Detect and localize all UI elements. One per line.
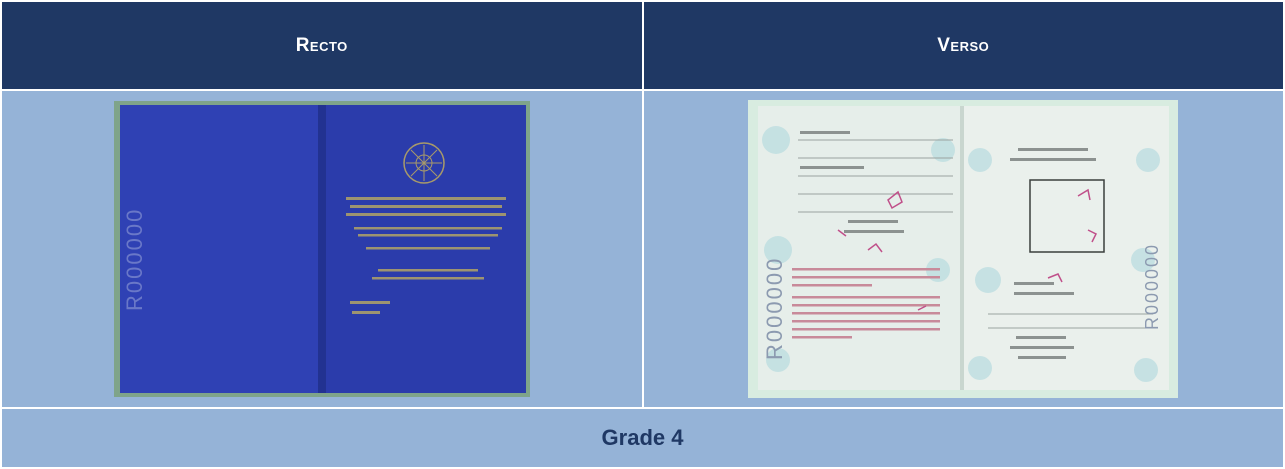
passport-inner-pages-icon <box>748 100 1178 398</box>
verso-image-cell <box>643 90 1285 408</box>
verso-header: Verso <box>643 1 1285 90</box>
verso-serial-right: R000000 <box>1142 242 1163 330</box>
verso-serial-left: R000000 <box>762 256 788 360</box>
grade-row <box>1 408 1284 468</box>
recto-serial: R000000 <box>121 207 147 311</box>
grade-label: Grade 4 <box>1 408 1284 468</box>
recto-header: Recto <box>1 1 643 90</box>
header-row <box>1 1 1284 90</box>
passport-cover-icon <box>114 101 530 397</box>
recto-image-cell <box>1 90 643 408</box>
image-row <box>1 90 1284 408</box>
